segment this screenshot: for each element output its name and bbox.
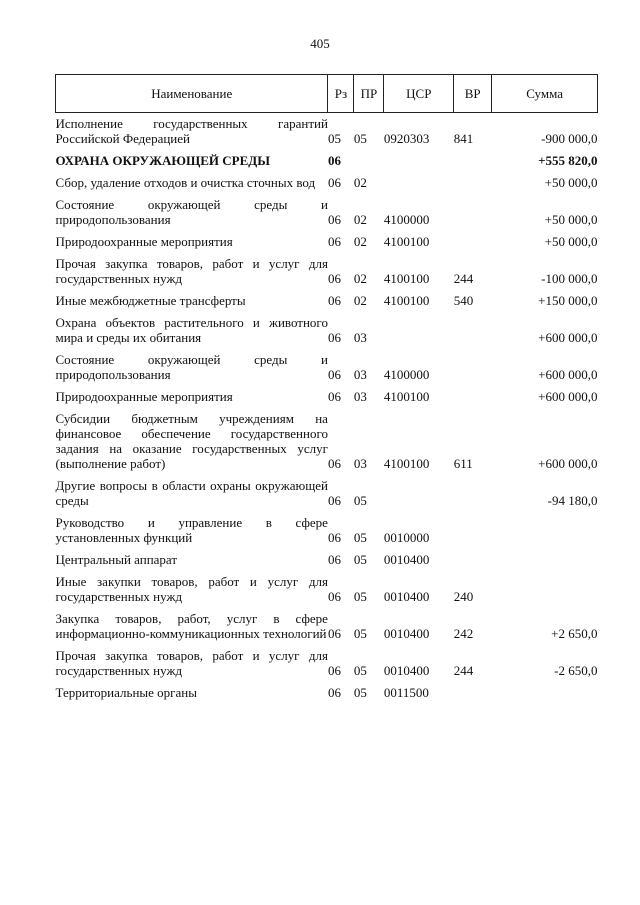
cell-csr: 4100100	[383, 293, 430, 308]
cell-name: Другие вопросы в области охраны окружающей среды	[55, 478, 328, 508]
cell-sum: +600 000,0	[538, 330, 598, 345]
cell-rz: 06	[327, 456, 341, 471]
cell-vr	[454, 231, 492, 253]
table-row	[56, 645, 598, 682]
cell-name: Иные межбюджетные трансферты	[55, 293, 246, 308]
cell-name: Сбор, удаление отходов и очистка сточных вод	[55, 175, 316, 190]
cell-pr: 02	[353, 175, 367, 190]
table-row	[56, 253, 598, 290]
cell-pr: 05	[353, 663, 367, 678]
cell-name: Состояние окружающей среды и природопользования	[55, 352, 328, 382]
cell-name: Субсидии бюджетным учреждениям на финансовое обеспечение государственного задания на оказание государственных услуг (выполнение работ)	[55, 411, 328, 471]
cell-vr	[454, 475, 492, 512]
cell-sum: +600 000,0	[538, 389, 598, 404]
cell-csr: 0010000	[383, 530, 430, 545]
table-header-row	[56, 75, 598, 113]
cell-vr	[454, 172, 492, 194]
cell-sum: +150 000,0	[538, 293, 598, 308]
cell-sum: -94 180,0	[547, 493, 598, 508]
cell-rz: 06	[327, 389, 341, 404]
cell-rz: 06	[327, 367, 341, 382]
cell-sum	[492, 682, 598, 704]
cell-vr: 611	[453, 456, 473, 471]
cell-sum	[492, 549, 598, 571]
cell-csr: 4100100	[383, 271, 430, 286]
cell-vr	[454, 549, 492, 571]
cell-pr: 02	[353, 271, 367, 286]
cell-vr: 244	[453, 663, 474, 678]
cell-rz: 06	[327, 330, 341, 345]
cell-name: Природоохранные мероприятия	[55, 389, 233, 404]
cell-rz: 06	[327, 626, 341, 641]
cell-vr: 841	[453, 131, 474, 146]
cell-csr: 4100000	[383, 367, 430, 382]
table-row	[56, 172, 598, 194]
cell-sum	[492, 512, 598, 549]
cell-csr	[384, 475, 454, 512]
cell-rz: 06	[327, 589, 341, 604]
cell-pr: 05	[353, 493, 367, 508]
table-row	[56, 386, 598, 408]
cell-sum: +50 000,0	[544, 175, 598, 190]
cell-pr	[354, 150, 384, 172]
cell-pr: 02	[353, 212, 367, 227]
cell-vr	[454, 386, 492, 408]
cell-csr: 0010400	[383, 589, 430, 604]
cell-name: Руководство и управление в сфере установленных функций	[55, 515, 328, 545]
cell-vr: 540	[453, 293, 474, 308]
cell-rz: 06	[327, 212, 341, 227]
cell-csr: 4100100	[383, 456, 430, 471]
cell-csr: 4100100	[383, 389, 430, 404]
header-sum: Сумма	[492, 75, 598, 113]
table-row	[56, 349, 598, 386]
page-number: 405	[310, 36, 330, 51]
header-pr: ПР	[354, 75, 384, 113]
table-row	[56, 608, 598, 645]
table-row	[56, 571, 598, 608]
cell-sum: +555 820,0	[538, 153, 598, 168]
cell-sum	[492, 571, 598, 608]
cell-rz: 06	[327, 552, 341, 567]
cell-rz: 06	[327, 153, 341, 168]
cell-pr: 02	[353, 293, 367, 308]
cell-pr: 02	[353, 234, 367, 249]
cell-rz: 06	[327, 493, 341, 508]
cell-sum: -100 000,0	[541, 271, 598, 286]
cell-csr	[384, 172, 454, 194]
table-row	[56, 231, 598, 253]
cell-name: Закупка товаров, работ, услуг в сфере информационно-коммуникационных технологий	[55, 611, 328, 641]
cell-name: Центральный аппарат	[55, 552, 178, 567]
cell-vr	[454, 682, 492, 704]
cell-rz: 05	[327, 131, 341, 146]
table-row	[56, 512, 598, 549]
cell-rz: 06	[327, 271, 341, 286]
cell-vr: 244	[453, 271, 474, 286]
cell-sum: +600 000,0	[538, 367, 598, 382]
cell-sum: +50 000,0	[544, 234, 598, 249]
cell-rz: 06	[327, 663, 341, 678]
table-row	[56, 475, 598, 512]
cell-vr: 240	[453, 589, 474, 604]
cell-pr: 05	[353, 589, 367, 604]
cell-rz: 06	[327, 234, 341, 249]
cell-sum: +50 000,0	[544, 212, 598, 227]
header-vr: ВР	[454, 75, 492, 113]
cell-name: Состояние окружающей среды и природопользования	[55, 197, 328, 227]
table-row	[56, 408, 598, 475]
cell-sum: +600 000,0	[538, 456, 598, 471]
cell-csr: 0010400	[383, 663, 430, 678]
cell-pr: 03	[353, 367, 367, 382]
table-row	[56, 194, 598, 231]
cell-csr: 4100100	[383, 234, 430, 249]
cell-name: Исполнение государственных гарантий Российской Федерацией	[55, 116, 328, 146]
cell-pr: 03	[353, 456, 367, 471]
cell-vr	[454, 349, 492, 386]
cell-name: Природоохранные мероприятия	[55, 234, 233, 249]
cell-sum: -2 650,0	[554, 663, 598, 678]
cell-name: ОХРАНА ОКРУЖАЮЩЕЙ СРЕДЫ	[55, 153, 270, 168]
cell-name: Прочая закупка товаров, работ и услуг для государственных нужд	[55, 256, 328, 286]
cell-csr: 0920303	[383, 131, 430, 146]
table-row	[56, 682, 598, 704]
cell-rz: 06	[327, 530, 341, 545]
cell-pr: 05	[353, 530, 367, 545]
cell-csr	[384, 150, 454, 172]
cell-pr: 05	[353, 552, 367, 567]
cell-csr: 0010400	[383, 626, 430, 641]
table-row	[56, 113, 598, 151]
table-row	[56, 150, 598, 172]
table-body	[56, 113, 598, 705]
cell-pr: 05	[353, 626, 367, 641]
cell-csr: 0010400	[383, 552, 430, 567]
table-row	[56, 312, 598, 349]
cell-csr: 4100000	[383, 212, 430, 227]
cell-vr	[454, 194, 492, 231]
cell-vr	[454, 150, 492, 172]
cell-pr: 05	[353, 685, 367, 700]
cell-rz: 06	[327, 685, 341, 700]
cell-sum: -900 000,0	[541, 131, 598, 146]
table-row	[56, 549, 598, 571]
cell-vr	[454, 312, 492, 349]
cell-name: Прочая закупка товаров, работ и услуг для государственных нужд	[55, 648, 328, 678]
cell-rz: 06	[327, 175, 341, 190]
cell-pr: 03	[353, 389, 367, 404]
cell-vr: 242	[453, 626, 474, 641]
cell-name: Иные закупки товаров, работ и услуг для государственных нужд	[55, 574, 328, 604]
header-csr: ЦСР	[384, 75, 454, 113]
cell-pr: 05	[353, 131, 367, 146]
budget-table	[55, 74, 598, 704]
cell-name: Охрана объектов растительного и животного мира и среды их обитания	[55, 315, 328, 345]
cell-csr	[384, 312, 454, 349]
cell-vr	[454, 512, 492, 549]
table-row	[56, 290, 598, 312]
cell-csr: 0011500	[383, 685, 429, 700]
cell-name: Территориальные органы	[55, 685, 197, 700]
header-name: Наименование	[56, 75, 328, 113]
cell-rz: 06	[327, 293, 341, 308]
cell-sum: +2 650,0	[551, 626, 598, 641]
header-rz: Рз	[328, 75, 354, 113]
cell-pr: 03	[353, 330, 367, 345]
